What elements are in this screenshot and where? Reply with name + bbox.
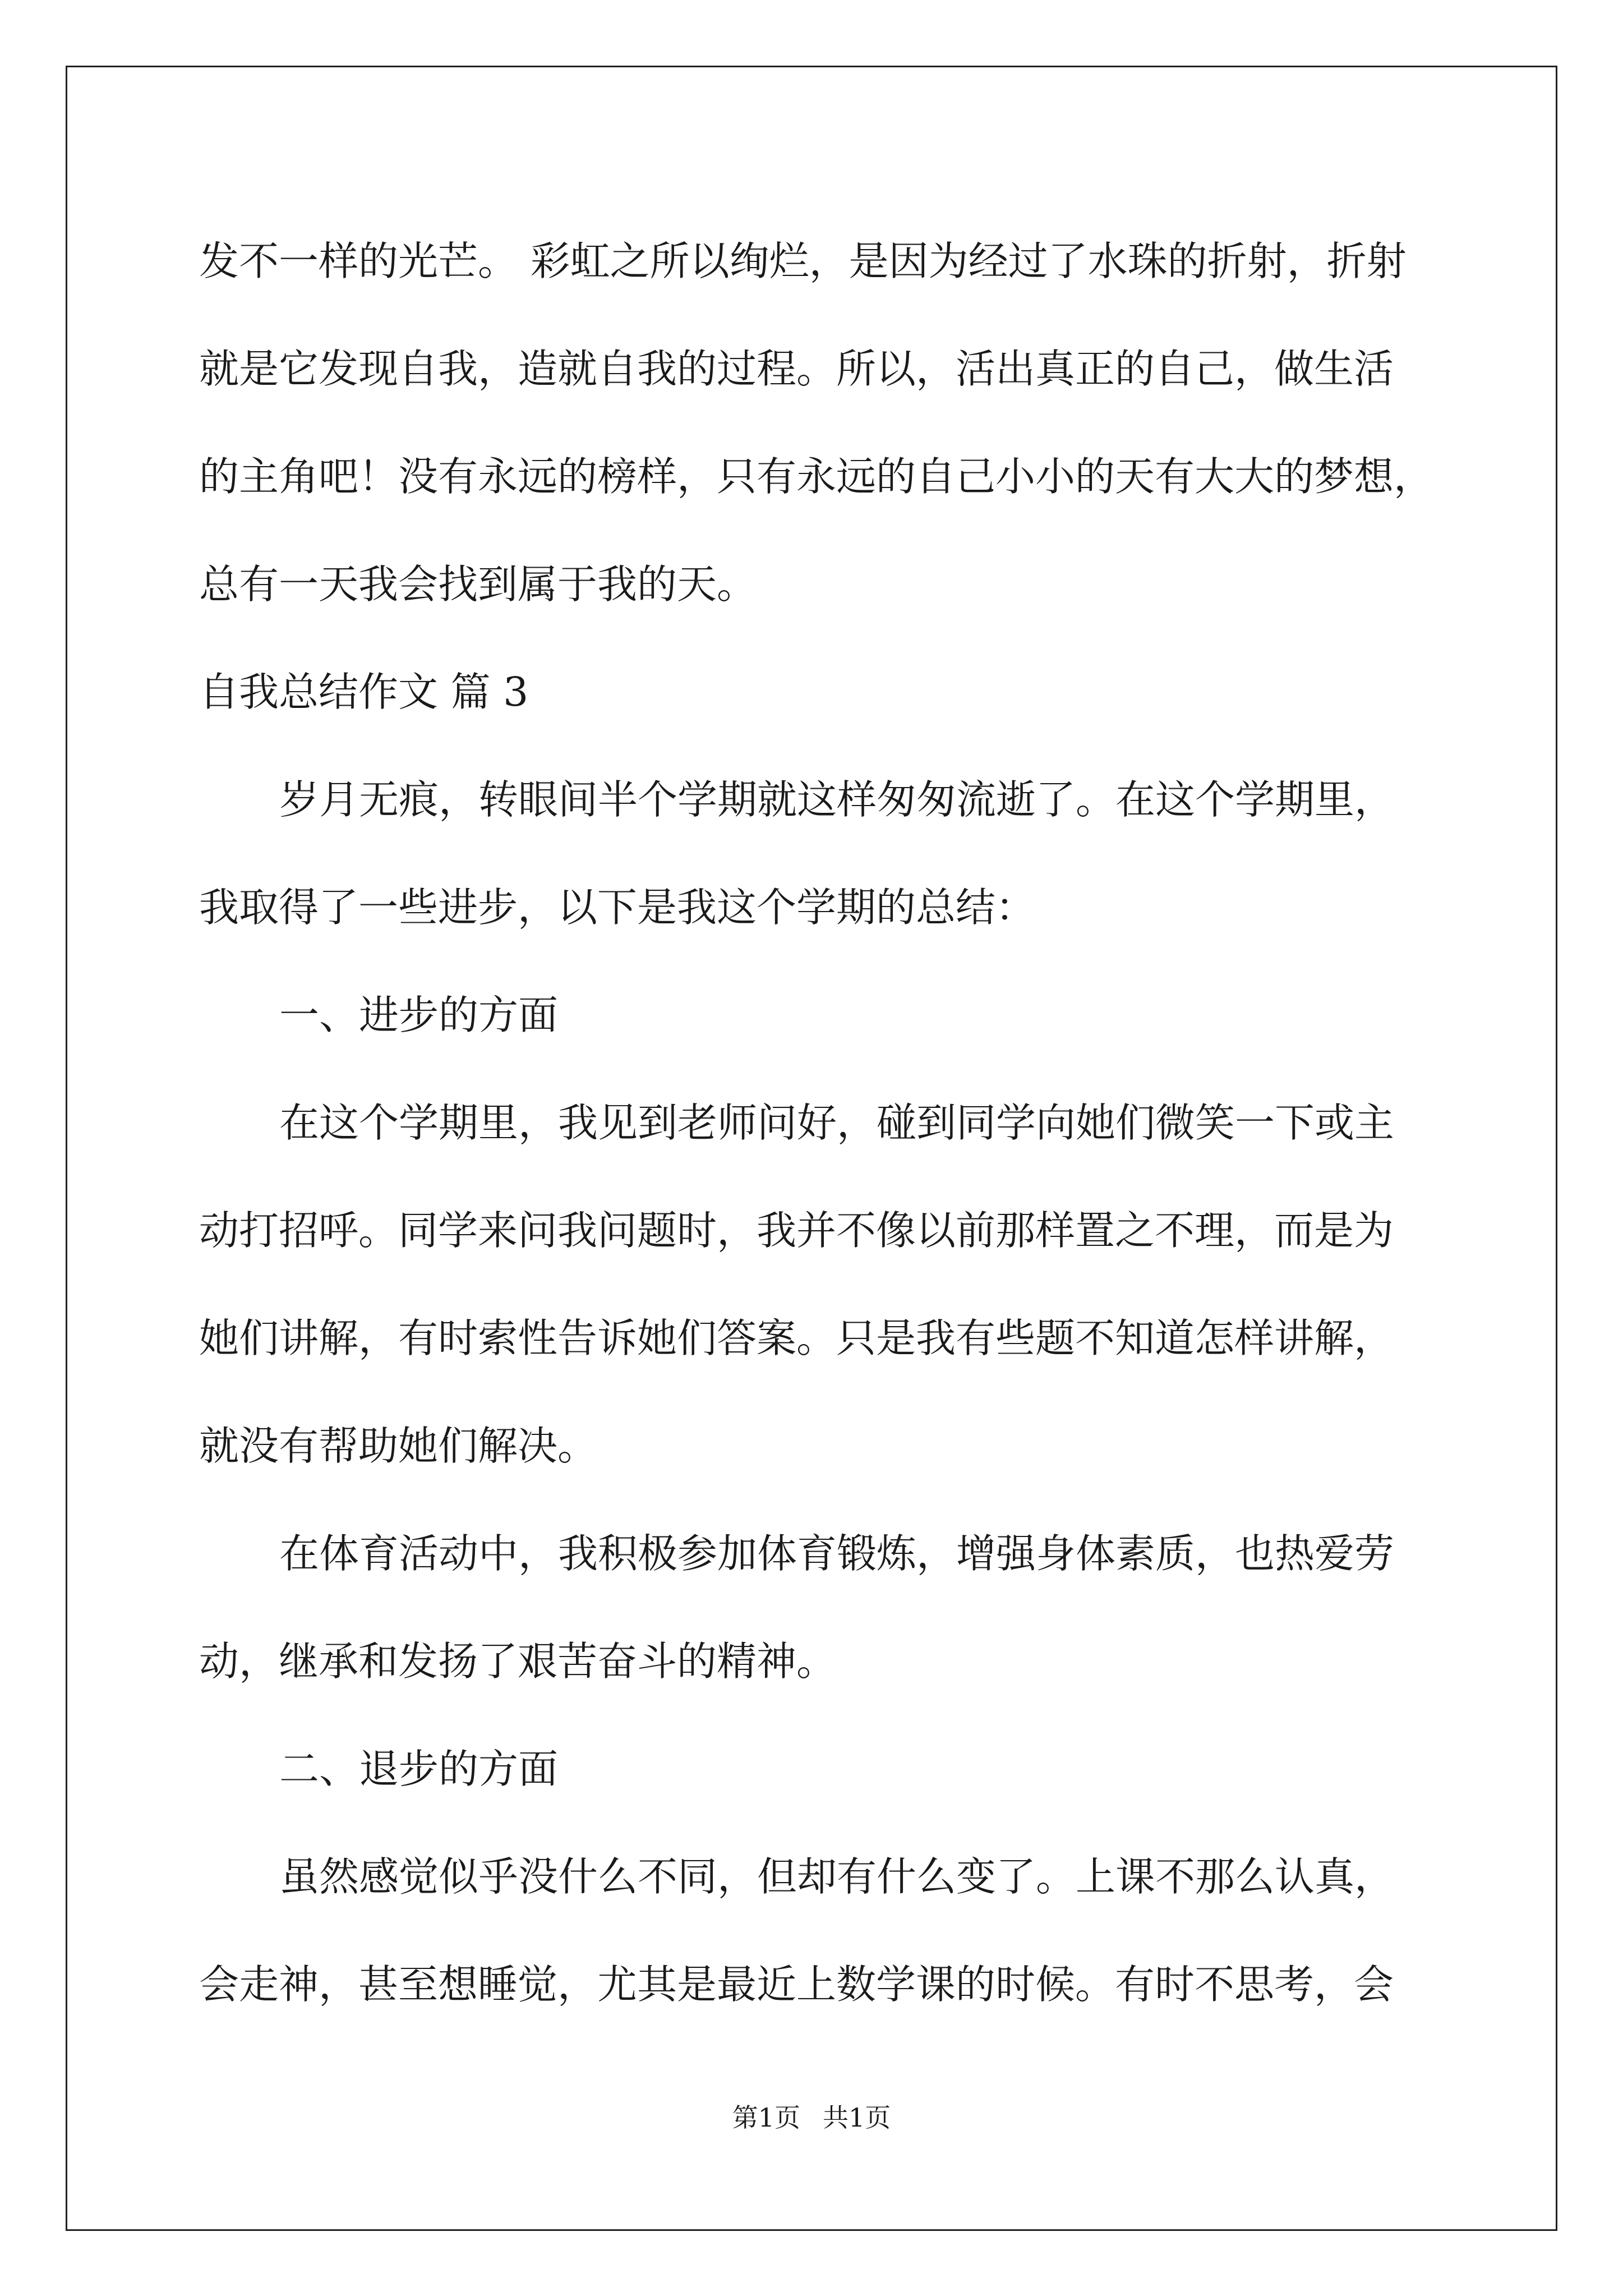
- subheading-regress: 二、退步的方面: [279, 1746, 559, 1792]
- subheading-progress: 一、进步的方面: [279, 992, 559, 1038]
- text-line-12: 就没有帮助她们解决。: [199, 1423, 598, 1469]
- section-heading: 自我总结作文 篇 3: [199, 669, 529, 715]
- text-line-1: 发不一样的光芒。 彩虹之所以绚烂，是因为经过了水珠的折射，折射: [199, 238, 1407, 284]
- text-line-9: 在这个学期里，我见到老师问好，碰到同学向她们微笑一下或主: [279, 1099, 1395, 1146]
- text-line-11: 她们讲解，有时索性告诉她们答案。只是我有些题不知道怎样讲解，: [199, 1315, 1394, 1361]
- text-line-16: 虽然感觉似乎没什么不同，但却有什么变了。上课不那么认真，: [279, 1853, 1395, 1900]
- text-line-17: 会走神，甚至想睡觉，尤其是最近上数学课的时候。有时不思考，会: [199, 1961, 1394, 2008]
- text-line-13: 在体育活动中，我积极参加体育锻炼，增强身体素质，也热爱劳: [279, 1530, 1395, 1577]
- text-line-10: 动打招呼。同学来问我问题时，我并不像以前那样置之不理，而是为: [199, 1207, 1394, 1254]
- page-footer: [0, 2101, 1623, 2134]
- text-line-14: 动，继承和发扬了艰苦奋斗的精神。: [199, 1638, 837, 1685]
- page-total: 共1页: [823, 2102, 891, 2133]
- text-line-7: 我取得了一些进步，以下是我这个学期的总结：: [199, 884, 1036, 931]
- text-line-2: 就是它发现自我，造就自我的过程。所以，活出真正的自己，做生活: [199, 346, 1394, 392]
- text-line-6: 岁月无痕，转眼间半个学期就这样匆匆流逝了。在这个学期里，: [279, 776, 1395, 823]
- document-body: [199, 208, 1444, 2039]
- text-line-3: 的主角吧！没有永远的榜样，只有永远的自己小小的天有大大的梦想，: [199, 453, 1434, 500]
- page-number: 第1页: [732, 2102, 800, 2133]
- text-line-4: 总有一天我会找到属于我的天。: [199, 561, 757, 608]
